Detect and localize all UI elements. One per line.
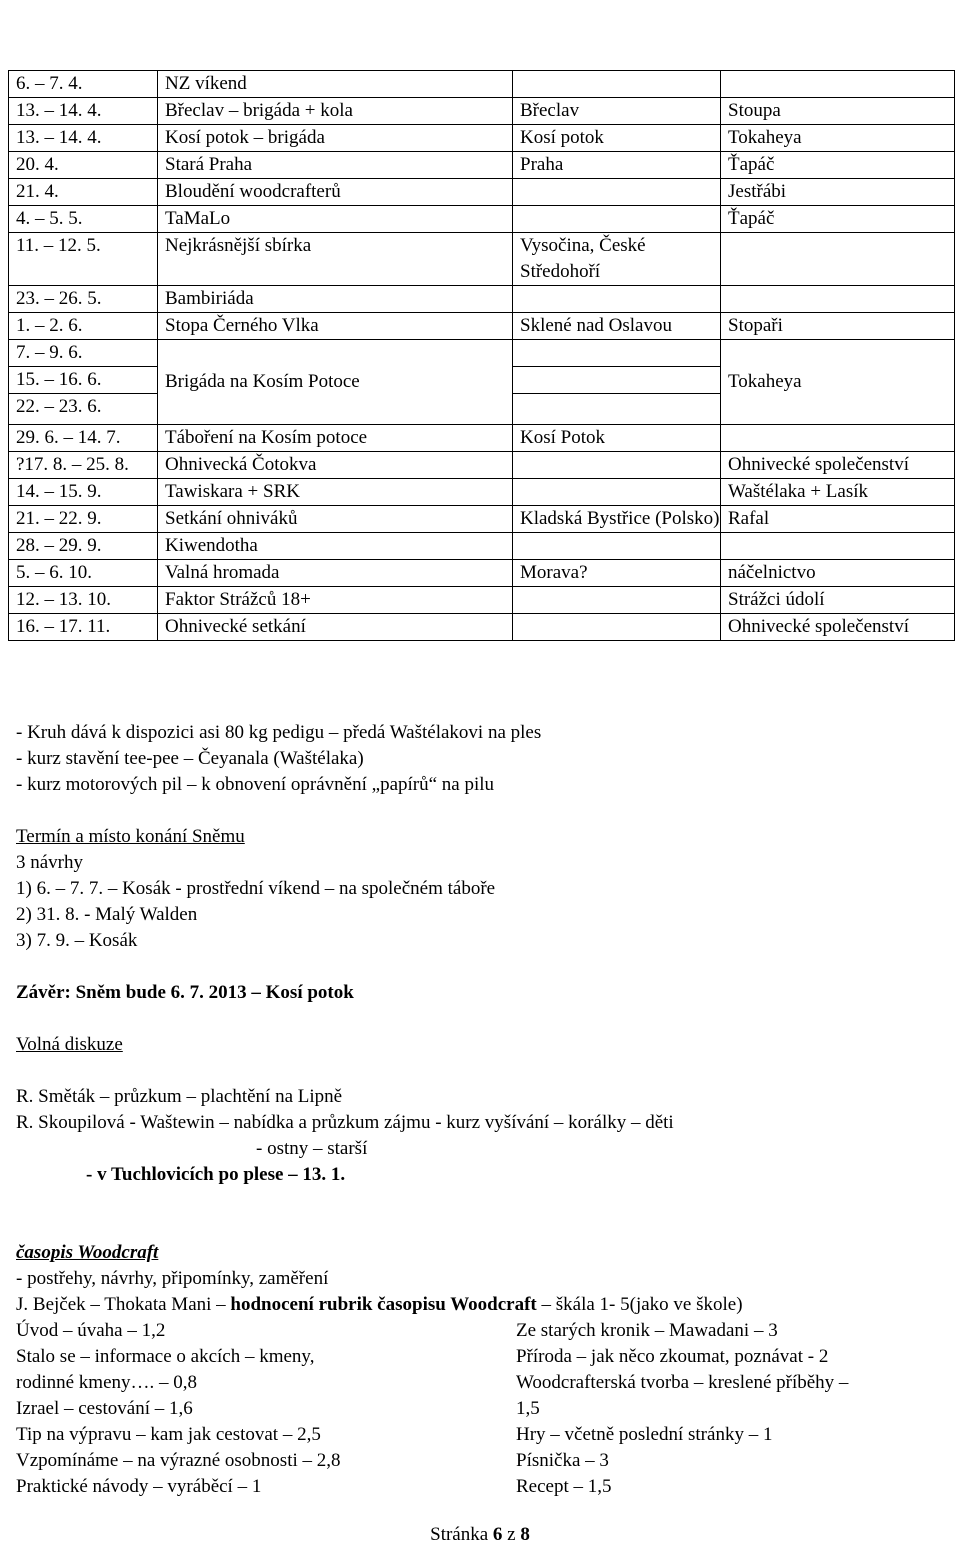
org-cell: Stopaři [721,313,955,340]
date-cell: 14. – 15. 9. [9,479,158,506]
event-cell: Bloudění woodcrafterů [158,179,513,206]
date-cell: 4. – 5. 5. [9,206,158,233]
spacer [16,1058,674,1084]
place-cell [513,206,721,233]
event-cell: Brigáda na Kosím Potoce [158,340,513,425]
place-cell: Kosí Potok [513,425,721,452]
place-cell [513,452,721,479]
date-cell: 5. – 6. 10. [9,560,158,587]
date-cell: 13. – 14. 4. [9,125,158,152]
table-row [9,340,955,367]
ratings-columns [16,1318,946,1500]
date-cell: 13. – 14. 4. [9,98,158,125]
rating-item: Ze starých kronik – Mawadani – 3 [516,1320,778,1341]
org-cell: Waštélaka + Lasík [721,479,955,506]
snem-option: 1) 6. – 7. 7. – Kosák - prostřední víkend – na společném táboře [16,878,496,899]
table-row [9,71,955,98]
table-row [9,452,955,479]
snem-conclusion: Závěr: Sněm bude 6. 7. 2013 – Kosí potok [16,982,354,1003]
table-row [9,533,955,560]
page-header: Zápis z VH LLM 6. 10. 2012 v Tuchlovicích [309,0,651,21]
magazine-line [16,1292,946,1318]
place-cell [513,394,721,425]
date-cell: 15. – 16. 6. [9,367,158,394]
org-cell [721,233,955,286]
event-cell: Stará Praha [158,152,513,179]
org-cell: Ťapáč [721,206,955,233]
table-row [9,425,955,452]
org-cell: Ťapáč [721,152,955,179]
table-row [9,313,955,340]
place-cell [513,533,721,560]
place-cell [513,367,721,394]
date-cell: 29. 6. – 14. 7. [9,425,158,452]
event-cell: Ohnivecká Čotokva [158,452,513,479]
magazine-section [16,1240,946,1500]
notes-section [16,720,541,798]
org-cell [721,71,955,98]
org-cell: náčelnictvo [721,560,955,587]
magazine-line: - postřehy, návrhy, připomínky, zaměření [16,1268,329,1289]
rating-item: Vzpomínáme – na výrazné osobnosti – 2,8 [16,1450,341,1471]
table-row [9,125,955,152]
date-cell: ?17. 8. – 25. 8. [9,452,158,479]
date-cell: 22. – 23. 6. [9,394,158,425]
place-cell: Vysočina, České Středohoří [513,233,721,286]
note-line: - Kruh dává k dispozici asi 80 kg pedigu – předá Waštélakovi na ples [16,722,542,743]
event-cell: Táboření na Kosím potoce [158,425,513,452]
discussion-line: R. Skoupilová - Waštewin – nabídka a průzkum zájmu - kurz vyšívání – korálky – děti [16,1112,674,1133]
date-cell: 12. – 13. 10. [9,587,158,614]
discussion-heading: Volná diskuze [16,1034,123,1055]
org-cell: Ohnivecké společenství [721,614,955,641]
rating-item: Stalo se – informace o akcích – kmeny, [16,1346,315,1367]
table-row [9,587,955,614]
table-row [9,179,955,206]
date-cell: 11. – 12. 5. [9,233,158,286]
event-cell: Faktor Strážců 18+ [158,587,513,614]
magazine-line-pre: J. Bejček – Thokata Mani – [16,1294,231,1315]
snem-section [16,824,495,954]
discussion-line: - v Tuchlovicích po plese – 13. 1. [86,1164,346,1185]
org-cell: Jestřábi [721,179,955,206]
table-row [9,152,955,179]
date-cell: 16. – 17. 11. [9,614,158,641]
rating-item: Izrael – cestování – 1,6 [16,1398,193,1419]
snem-option: 3) 7. 9. – Kosák [16,930,138,951]
place-cell: Kladská Bystřice (Polsko) [513,506,721,533]
rating-item: Recept – 1,5 [516,1476,612,1497]
date-cell: 20. 4. [9,152,158,179]
rating-item: Písnička – 3 [516,1450,609,1471]
page-footer [0,1524,960,1546]
date-cell: 6. – 7. 4. [9,71,158,98]
date-cell: 23. – 26. 5. [9,286,158,313]
date-cell: 1. – 2. 6. [9,313,158,340]
place-cell: Kosí potok [513,125,721,152]
rating-item: Hry – včetně poslední stránky – 1 [516,1424,773,1445]
magazine-heading: časopis Woodcraft [16,1242,159,1263]
org-cell: Rafal [721,506,955,533]
note-line: - kurz stavění tee-pee – Čeyanala (Waštélaka) [16,748,364,769]
magazine-line-bold: hodnocení rubrik časopisu Woodcraft [230,1294,537,1315]
snem-heading: Termín a místo konání Sněmu [16,826,245,847]
place-cell: Praha [513,152,721,179]
page-total: 8 [520,1524,530,1545]
org-cell: Tokaheya [721,340,955,425]
event-cell: Nejkrásnější sbírka [158,233,513,286]
org-cell: Stoupa [721,98,955,125]
event-cell: Kosí potok – brigáda [158,125,513,152]
rating-item: 1,5 [516,1398,540,1419]
ratings-right [516,1318,848,1500]
place-cell [513,179,721,206]
page-of-label: z [507,1524,516,1545]
event-cell: Valná hromada [158,560,513,587]
table-row [9,98,955,125]
date-cell: 28. – 29. 9. [9,533,158,560]
table-row [9,233,955,286]
note-line: - kurz motorových pil – k obnovení oprávnění „papírů“ na pilu [16,774,495,795]
magazine-line-post: – škála 1- 5(jako ve škole) [536,1294,743,1315]
snem-option: 2) 31. 8. - Malý Walden [16,904,198,925]
place-cell: Břeclav [513,98,721,125]
schedule-table [8,70,955,641]
place-cell [513,587,721,614]
discussion-line: - ostny – starší [256,1138,368,1159]
event-cell: Břeclav – brigáda + kola [158,98,513,125]
org-cell: Strážci údolí [721,587,955,614]
place-cell [513,614,721,641]
event-cell: NZ víkend [158,71,513,98]
place-cell [513,71,721,98]
discussion-section [16,1032,674,1188]
table-row [9,479,955,506]
rating-item: Praktické návody – vyráběcí – 1 [16,1476,262,1497]
org-cell [721,425,955,452]
place-cell [513,340,721,367]
event-cell: Kiwendotha [158,533,513,560]
table-row [9,286,955,313]
place-cell: Sklené nad Oslavou [513,313,721,340]
page-label: Stránka [430,1524,489,1545]
date-cell: 7. – 9. 6. [9,340,158,367]
place-cell [513,286,721,313]
rating-item: Woodcrafterská tvorba – kreslené příběhy – [516,1372,849,1393]
place-cell: Morava? [513,560,721,587]
table-row [9,614,955,641]
rating-item: Tip na výpravu – kam jak cestovat – 2,5 [16,1424,321,1445]
org-cell: Tokaheya [721,125,955,152]
org-cell: Ohnivecké společenství [721,452,955,479]
snem-intro: 3 návrhy [16,852,84,873]
event-cell: Ohnivecké setkání [158,614,513,641]
table-row [9,206,955,233]
event-cell: Setkání ohniváků [158,506,513,533]
org-cell [721,286,955,313]
rating-item: Úvod – úvaha – 1,2 [16,1320,166,1341]
table-row [9,560,955,587]
event-cell: TaMaLo [158,206,513,233]
rating-item: Příroda – jak něco zkoumat, poznávat - 2 [516,1346,829,1367]
event-cell: Tawiskara + SRK [158,479,513,506]
discussion-line: R. Směták – průzkum – plachtění na Lipně [16,1086,343,1107]
date-cell: 21. 4. [9,179,158,206]
table-row [9,506,955,533]
page-number: 6 [492,1524,503,1545]
org-cell [721,533,955,560]
rating-item: rodinné kmeny…. – 0,8 [16,1372,198,1393]
event-cell: Bambiriáda [158,286,513,313]
event-cell: Stopa Černého Vlka [158,313,513,340]
ratings-left [16,1318,341,1500]
date-cell: 21. – 22. 9. [9,506,158,533]
place-cell [513,479,721,506]
